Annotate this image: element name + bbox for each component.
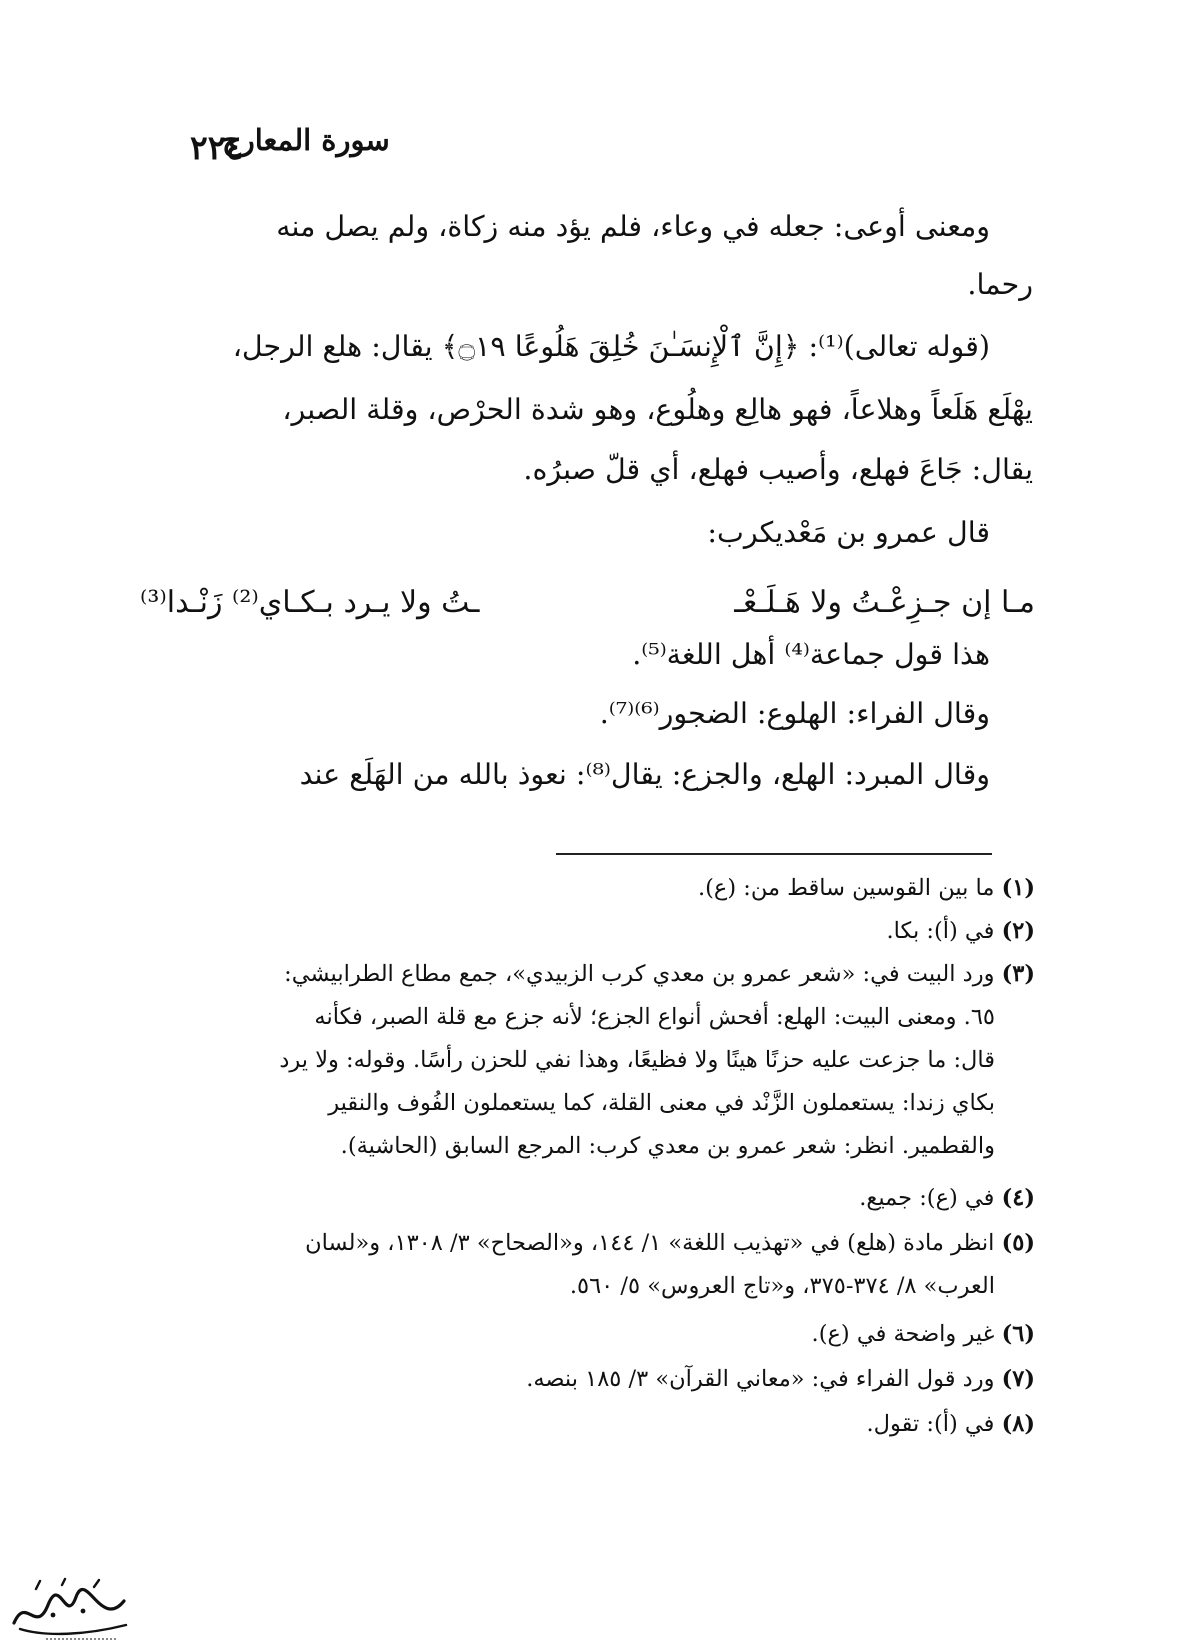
footnote-number: (٧): [1001, 1366, 1035, 1392]
body-line: وقال الفراء: الهلوع: الضجور⁽⁶⁾⁽⁷⁾.: [599, 697, 990, 730]
footnote-6: [812, 1321, 1035, 1347]
footnote-8: [866, 1411, 1035, 1437]
footnote-text: في (أ): بكا.: [886, 918, 995, 944]
footnote-4: [859, 1185, 1035, 1211]
body-line: ومعنى أوعى: جعله في وعاء، فلم يؤد منه زكاة، ولم يصل منه: [276, 210, 990, 243]
footnote-1: [698, 875, 1035, 901]
footnote-continuation: العرب» ٨/ ٣٧٤-٣٧٥، و«تاج العروس» ٥/ ٥٦٠.: [569, 1273, 995, 1299]
footnote-number: (٢): [1001, 918, 1035, 944]
footnote-continuation: قال: ما جزعت عليه حزنًا هينًا ولا فظيعًا، وهذا نفي للحزن رأسًا. وقوله: ولا يرد: [279, 1047, 995, 1073]
footnote-text: انظر مادة (هلع) في «تهذيب اللغة» ١/ ١٤٤، و«الصحاح» ٣/ ١٣٠٨، و«لسان: [305, 1230, 995, 1256]
footnote-number: (٤): [1001, 1185, 1035, 1211]
footnote-text: ما بين القوسين ساقط من: (ع).: [697, 875, 995, 901]
verse-hemistich-second: ـتُ ولا يـرد بـكـاي⁽²⁾ زَنْـدا⁽³⁾: [140, 585, 480, 620]
footnote-2: [887, 918, 1035, 944]
footnote-number: (٣): [1001, 961, 1035, 987]
footnote-continuation: بكاي زندا: يستعملون الزَّنْد في معنى القلة، كما يستعملون الفُوف والنقير: [328, 1090, 995, 1116]
footnote-text: ورد قول الفراء في: «معاني القرآن» ٣/ ١٨٥ بنصه.: [526, 1366, 995, 1392]
footnote-number: (٦): [1001, 1321, 1035, 1347]
footnote-text: ورد البيت في: «شعر عمرو بن معدي كرب الزبيدي»، جمع مطاع الطرابيشي:: [284, 961, 995, 987]
poetry-verse: [140, 585, 1035, 635]
body-line: وقال المبرد: الهلع، والجزع: يقال⁽⁸⁾: نعوذ بالله من الهَلَع عند: [299, 758, 990, 791]
calligraphy-stamp-logo: [6, 1575, 136, 1645]
body-line: هذا قول جماعة⁽⁴⁾ أهل اللغة⁽⁵⁾.: [632, 638, 990, 671]
body-line: رحما.: [967, 268, 1033, 301]
footnote-separator: [556, 853, 992, 855]
footnote-text: غير واضحة في (ع).: [811, 1321, 995, 1347]
running-head: سورة المعارج: [222, 123, 390, 157]
body-line-quran-verse: (قوله تعالى)⁽¹⁾: ﴿إِنَّ ٱلْإِنسَـٰنَ خُلِقَ هَلُوعًا ۝١٩﴾ يقال: هلع الرجل،: [232, 330, 990, 363]
footnote-3: [284, 961, 1035, 987]
footnote-number: (٥): [1001, 1230, 1035, 1256]
footnote-continuation: والقطمير. انظر: شعر عمرو بن معدي كرب: المرجع السابق (الحاشية).: [340, 1133, 995, 1159]
footnote-7: [526, 1366, 1035, 1392]
footnote-continuation: ٦٥. ومعنى البيت: الهلع: أفحش أنواع الجزع؛ لأنه جزع مع قلة الصبر، فكأنه: [314, 1004, 995, 1030]
footnote-number: (٨): [1001, 1411, 1035, 1437]
body-line: يقال: جَاعَ فهلع، وأصيب فهلع، أي قلّ صبرُه.: [523, 453, 1033, 486]
page-number: ٢٢٤: [190, 128, 244, 167]
footnote-5: [305, 1230, 1035, 1256]
body-line-poet-intro: قال عمرو بن مَعْديكرب:: [707, 516, 990, 549]
footnote-text: في (أ): تقول.: [866, 1411, 995, 1437]
footnote-number: (١): [1001, 875, 1035, 901]
body-line: يهْلَع هَلَعاً وهلاعاً، فهو هالِع وهلُوع، وهو شدة الحرْص، وقلة الصبر،: [282, 393, 1033, 426]
verse-hemistich-first: مـا إن جـزِعْـتُ ولا هَـلَـعْـ: [734, 585, 1035, 620]
footnote-text: في (ع): جميع.: [859, 1185, 995, 1211]
